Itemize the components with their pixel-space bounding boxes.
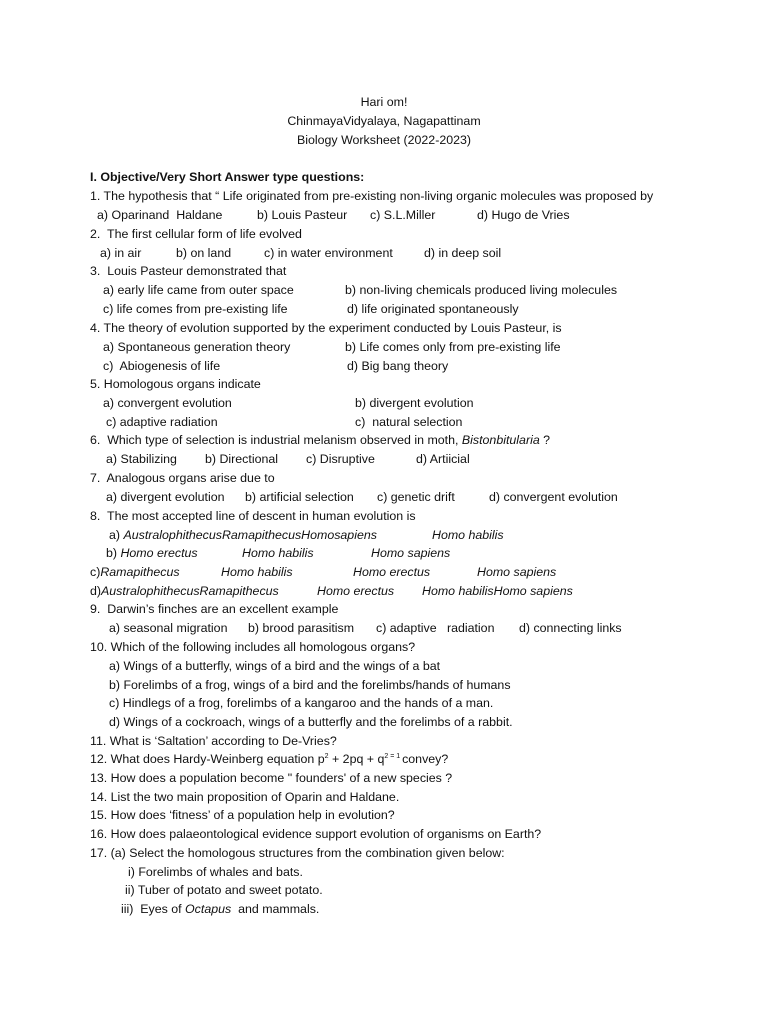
- question-14: 14. List the two main proposition of Oparin and Haldane.: [90, 790, 400, 804]
- question-4: 4. The theory of evolution supported by the experiment conducted by Louis Pasteur, is: [90, 321, 562, 335]
- q3-option-a: a) early life came from outer space: [103, 283, 294, 297]
- q7-option-c: c) genetic drift: [377, 490, 455, 504]
- q4-option-b: b) Life comes only from pre-existing life: [345, 340, 561, 354]
- q8-option-b: b) Homo erectus: [106, 546, 198, 560]
- header-greeting: Hari om!: [360, 95, 408, 109]
- question-12: 12. What does Hardy-Weinberg equation $p^2 + 2pq + q^{2 = 1}$ convey?: [90, 752, 449, 766]
- q2-option-a: a) in air: [100, 246, 142, 260]
- question-15: 15. How does ‘fitness’ of a population help in evolution?: [90, 808, 395, 822]
- question-2: 2. The first cellular form of life evolved: [90, 227, 302, 241]
- question-16: 16. How does palaeontological evidence support evolution of organisms on Earth?: [90, 827, 542, 841]
- q8-d-homo-erectus: Homo erectus: [317, 584, 395, 598]
- q10-option-a: a) Wings of a butterfly, wings of a bird and the wings of a bat: [109, 659, 441, 673]
- q4-option-c: c) Abiogenesis of life: [103, 359, 221, 373]
- q8-a-homo-habilis: Homo habilis: [432, 528, 504, 542]
- q7-option-a: a) divergent evolution: [106, 490, 225, 504]
- question-7: 7. Analogous organs arise due to: [90, 471, 275, 485]
- q17-item-i: i) Forelimbs of whales and bats.: [128, 865, 303, 879]
- q4-option-d: d) Big bang theory: [347, 359, 449, 373]
- question-10: 10. Which of the following includes all homologous organs?: [90, 640, 416, 654]
- q5-option-b: b) divergent evolution: [355, 396, 474, 410]
- q10-option-b: b) Forelimbs of a frog, wings of a bird and the forelimbs/hands of humans: [109, 678, 511, 692]
- q6-option-d: d) Artiicial: [416, 452, 470, 466]
- q2-option-c: c) in water environment: [264, 246, 393, 260]
- q3-option-d: d) life originated spontaneously: [347, 302, 519, 316]
- q5-option-d: c) natural selection: [355, 415, 463, 429]
- q8-a-letter: a): [109, 528, 124, 542]
- question-11: 11. What is ‘Saltation’ according to De-Vries?: [90, 734, 337, 748]
- header-title: Biology Worksheet (2022-2023): [296, 133, 472, 147]
- q2-option-d: d) in deep soil: [424, 246, 502, 260]
- q6-option-b: b) Directional: [205, 452, 278, 466]
- q8-a-sequence: AustralophithecusRamapithecusHomosapiens: [123, 528, 377, 542]
- q10-option-d: d) Wings of a cockroach, wings of a butterfly and the forelimbs of a rabbit.: [109, 715, 513, 729]
- q1-option-c: c) S.L.Miller: [370, 208, 436, 222]
- q8-option-d: d)AustralophithecusRamapithecus: [90, 584, 279, 598]
- question-8: 8. The most accepted line of descent in human evolution is: [90, 509, 416, 523]
- q6-option-c: c) Disruptive: [306, 452, 375, 466]
- q8-option-c: c)Ramapithecus: [90, 565, 180, 579]
- q2-option-b: b) on land: [176, 246, 232, 260]
- q8-c-homo-erectus: Homo erectus: [353, 565, 431, 579]
- question-3: 3. Louis Pasteur demonstrated that: [90, 264, 287, 278]
- q9-option-d: d) connecting links: [519, 621, 622, 635]
- q1-option-d: d) Hugo de Vries: [477, 208, 570, 222]
- q8-b-homo-sapiens: Homo sapiens: [371, 546, 451, 560]
- q10-option-c: c) Hindlegs of a frog, forelimbs of a kangaroo and the hands of a man.: [109, 696, 494, 710]
- q3-option-c: c) life comes from pre-existing life: [103, 302, 288, 316]
- question-9: 9. Darwin’s finches are an excellent example: [90, 602, 339, 616]
- q6-text: 6. Which type of selection is industrial melanism observed in moth,: [90, 433, 462, 447]
- q8-d-homo-habilis-sapiens: Homo habilisHomo sapiens: [422, 584, 573, 598]
- q6-option-a: a) Stabilizing: [106, 452, 177, 466]
- q9-option-a: a) seasonal migration: [109, 621, 228, 635]
- q8-b-homo-habilis: Homo habilis: [242, 546, 314, 560]
- section-title: I. Objective/Very Short Answer type questions:: [90, 170, 365, 184]
- q17-item-iii: iii) Eyes of Octapus and mammals.: [121, 902, 320, 916]
- question-6: [90, 432, 550, 448]
- question-13: 13. How does a population become " founders' of a new species ?: [90, 771, 453, 785]
- q1-option-b: b) Louis Pasteur: [257, 208, 348, 222]
- q7-option-d: d) convergent evolution: [489, 490, 618, 504]
- q8-c-homo-sapiens: Homo sapiens: [477, 565, 557, 579]
- header-school: ChinmayaVidyalaya, Nagapattinam: [287, 114, 481, 128]
- q1-option-a: a) Oparinand Haldane: [97, 208, 223, 222]
- q3-option-b: b) non-living chemicals produced living molecules: [345, 283, 618, 297]
- q6-species: Bistonbitularia: [461, 433, 540, 447]
- q5-option-a: a) convergent evolution: [103, 396, 232, 410]
- question-1: 1. The hypothesis that “ Life originated from pre-existing non-living organic molecules was proposed by: [90, 189, 654, 203]
- q8-c-homo-habilis: Homo habilis: [221, 565, 293, 579]
- q9-option-b: b) brood parasitism: [248, 621, 355, 635]
- q7-option-b: b) artificial selection: [245, 490, 354, 504]
- q9-option-c: c) adaptive radiation: [376, 621, 495, 635]
- q5-option-c: c) adaptive radiation: [106, 415, 218, 429]
- q6-end: ?: [539, 433, 551, 447]
- question-17: 17. (a) Select the homologous structures from the combination given below:: [90, 846, 505, 860]
- q4-option-a: a) Spontaneous generation theory: [103, 340, 291, 354]
- question-5: 5. Homologous organs indicate: [90, 377, 261, 391]
- q17-item-ii: ii) Tuber of potato and sweet potato.: [125, 883, 323, 897]
- q8-option-a: [109, 527, 377, 543]
